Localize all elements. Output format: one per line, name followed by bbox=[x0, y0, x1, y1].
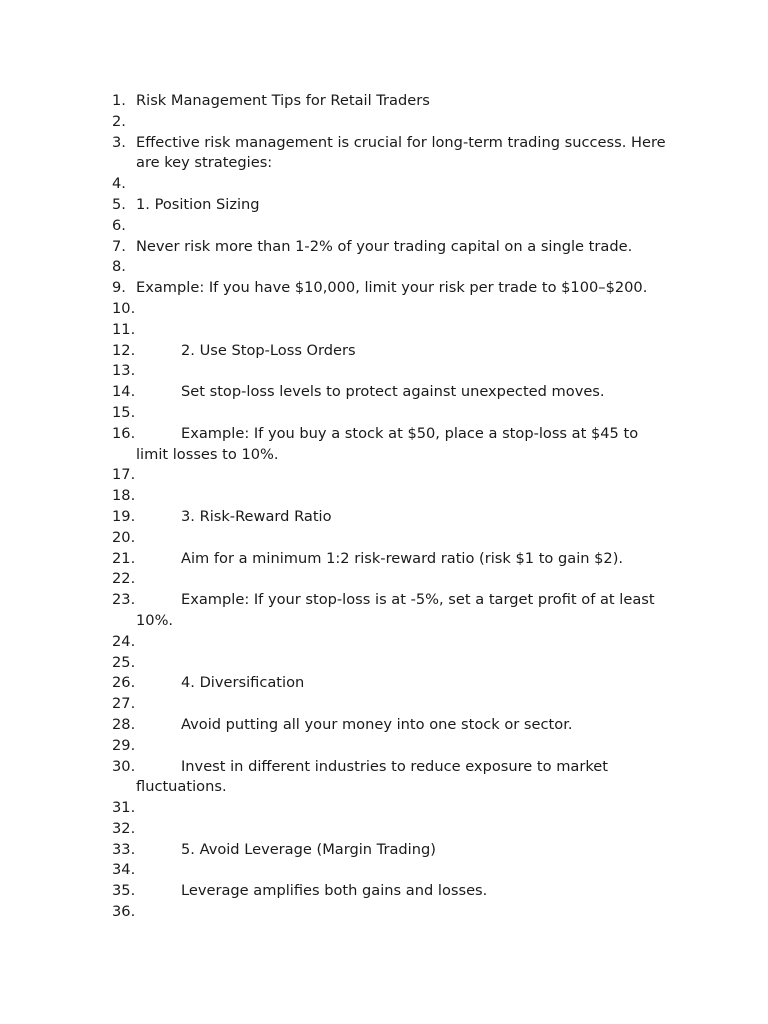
line-number: 2. bbox=[112, 112, 126, 130]
line-number: 30. bbox=[112, 757, 136, 775]
line-text-container bbox=[136, 382, 672, 403]
line-text-container bbox=[136, 590, 672, 632]
document-line bbox=[112, 403, 672, 424]
line-number: 16. bbox=[112, 424, 136, 442]
line-text-container bbox=[136, 237, 672, 258]
line-number: 4. bbox=[112, 175, 126, 193]
line-text: Example: If you have $10,000, limit your risk per trade to $100–$200. bbox=[136, 279, 648, 297]
document-line bbox=[112, 840, 672, 861]
line-number: 33. bbox=[112, 840, 136, 858]
line-text-container bbox=[136, 341, 672, 362]
line-text: Example: If your stop-loss is at -5%, set a target profit of at least 10%. bbox=[136, 591, 655, 629]
line-text-container bbox=[136, 195, 672, 216]
line-number: 31. bbox=[112, 799, 136, 817]
line-number: 21. bbox=[112, 549, 136, 567]
line-number: 7. bbox=[112, 237, 126, 255]
line-number: 5. bbox=[112, 195, 126, 213]
line-text: 3. Risk-Reward Ratio bbox=[181, 507, 332, 525]
line-number: 15. bbox=[112, 403, 136, 421]
document-line bbox=[112, 216, 672, 237]
line-text: Set stop-loss levels to protect against unexpected moves. bbox=[181, 383, 605, 401]
line-text: Aim for a minimum 1:2 risk-reward ratio (risk $1 to gain $2). bbox=[181, 549, 624, 567]
line-text-container bbox=[136, 278, 672, 299]
document-line bbox=[112, 694, 672, 715]
document-line bbox=[112, 757, 672, 799]
document-line bbox=[112, 341, 672, 362]
document-line bbox=[112, 486, 672, 507]
line-number: 23. bbox=[112, 591, 136, 609]
document-line bbox=[112, 528, 672, 549]
line-number: 11. bbox=[112, 320, 136, 338]
line-text-container bbox=[136, 715, 672, 736]
document-line bbox=[112, 860, 672, 881]
document-line bbox=[112, 632, 672, 653]
line-number: 29. bbox=[112, 736, 136, 754]
line-text: 4. Diversification bbox=[181, 674, 305, 692]
document-line bbox=[112, 507, 672, 528]
line-text: Never risk more than 1-2% of your trading capital on a single trade. bbox=[136, 237, 633, 255]
document-line bbox=[112, 112, 672, 133]
document-line bbox=[112, 736, 672, 757]
line-number: 10. bbox=[112, 299, 136, 317]
line-number: 28. bbox=[112, 715, 136, 733]
document-line bbox=[112, 549, 672, 570]
document-line bbox=[112, 590, 672, 632]
line-number: 19. bbox=[112, 507, 136, 525]
line-number: 22. bbox=[112, 570, 136, 588]
line-text-container bbox=[136, 673, 672, 694]
line-number: 35. bbox=[112, 882, 136, 900]
line-number: 12. bbox=[112, 341, 136, 359]
line-number: 18. bbox=[112, 487, 136, 505]
document-line bbox=[112, 257, 672, 278]
line-text-container bbox=[136, 881, 672, 902]
document-line bbox=[112, 653, 672, 674]
line-text-container bbox=[136, 507, 672, 528]
document-line bbox=[112, 195, 672, 216]
document-line bbox=[112, 320, 672, 341]
document-line bbox=[112, 881, 672, 902]
line-text: 1. Position Sizing bbox=[136, 195, 260, 213]
line-number: 27. bbox=[112, 695, 136, 713]
line-number: 25. bbox=[112, 653, 136, 671]
line-text-container bbox=[136, 133, 672, 175]
line-text: Leverage amplifies both gains and losses. bbox=[181, 882, 488, 900]
document-line bbox=[112, 902, 672, 923]
document-line bbox=[112, 237, 672, 258]
document-line bbox=[112, 424, 672, 466]
line-number: 20. bbox=[112, 528, 136, 546]
document-line bbox=[112, 278, 672, 299]
document-line bbox=[112, 299, 672, 320]
line-number: 8. bbox=[112, 258, 126, 276]
line-text: Effective risk management is crucial for long-term trading success. Here are key strategies: bbox=[136, 133, 666, 172]
document-line bbox=[112, 174, 672, 195]
line-text-container bbox=[136, 424, 672, 466]
line-number: 6. bbox=[112, 216, 126, 234]
line-text: Avoid putting all your money into one stock or sector. bbox=[181, 715, 573, 733]
line-text-container bbox=[136, 91, 672, 112]
document-line bbox=[112, 569, 672, 590]
document-line bbox=[112, 798, 672, 819]
line-number: 36. bbox=[112, 903, 136, 921]
line-number: 14. bbox=[112, 383, 136, 401]
line-text-container bbox=[136, 549, 672, 570]
numbered-line-list bbox=[112, 91, 672, 923]
line-number: 1. bbox=[112, 92, 126, 109]
document-line bbox=[112, 382, 672, 403]
line-text: Example: If you buy a stock at $50, place a stop-loss at $45 to limit losses to 10%. bbox=[136, 424, 639, 463]
document-line bbox=[112, 465, 672, 486]
line-number: 26. bbox=[112, 674, 136, 692]
line-text-container bbox=[136, 840, 672, 861]
line-number: 9. bbox=[112, 279, 126, 297]
line-number: 32. bbox=[112, 819, 136, 837]
line-number: 24. bbox=[112, 632, 136, 650]
document-line bbox=[112, 715, 672, 736]
line-text: 2. Use Stop-Loss Orders bbox=[181, 341, 356, 359]
document-line bbox=[112, 361, 672, 382]
document-line bbox=[112, 819, 672, 840]
line-text: Invest in different industries to reduce exposure to market fluctuations. bbox=[136, 757, 608, 796]
line-number: 13. bbox=[112, 362, 136, 380]
line-text: Risk Management Tips for Retail Traders bbox=[136, 92, 430, 109]
line-number: 17. bbox=[112, 466, 136, 484]
line-text: 5. Avoid Leverage (Margin Trading) bbox=[181, 840, 436, 858]
document-line bbox=[112, 673, 672, 694]
document-line bbox=[112, 133, 672, 175]
line-number: 3. bbox=[112, 133, 126, 151]
line-text-container bbox=[136, 757, 672, 799]
line-number: 34. bbox=[112, 861, 136, 879]
document-line bbox=[112, 91, 672, 112]
